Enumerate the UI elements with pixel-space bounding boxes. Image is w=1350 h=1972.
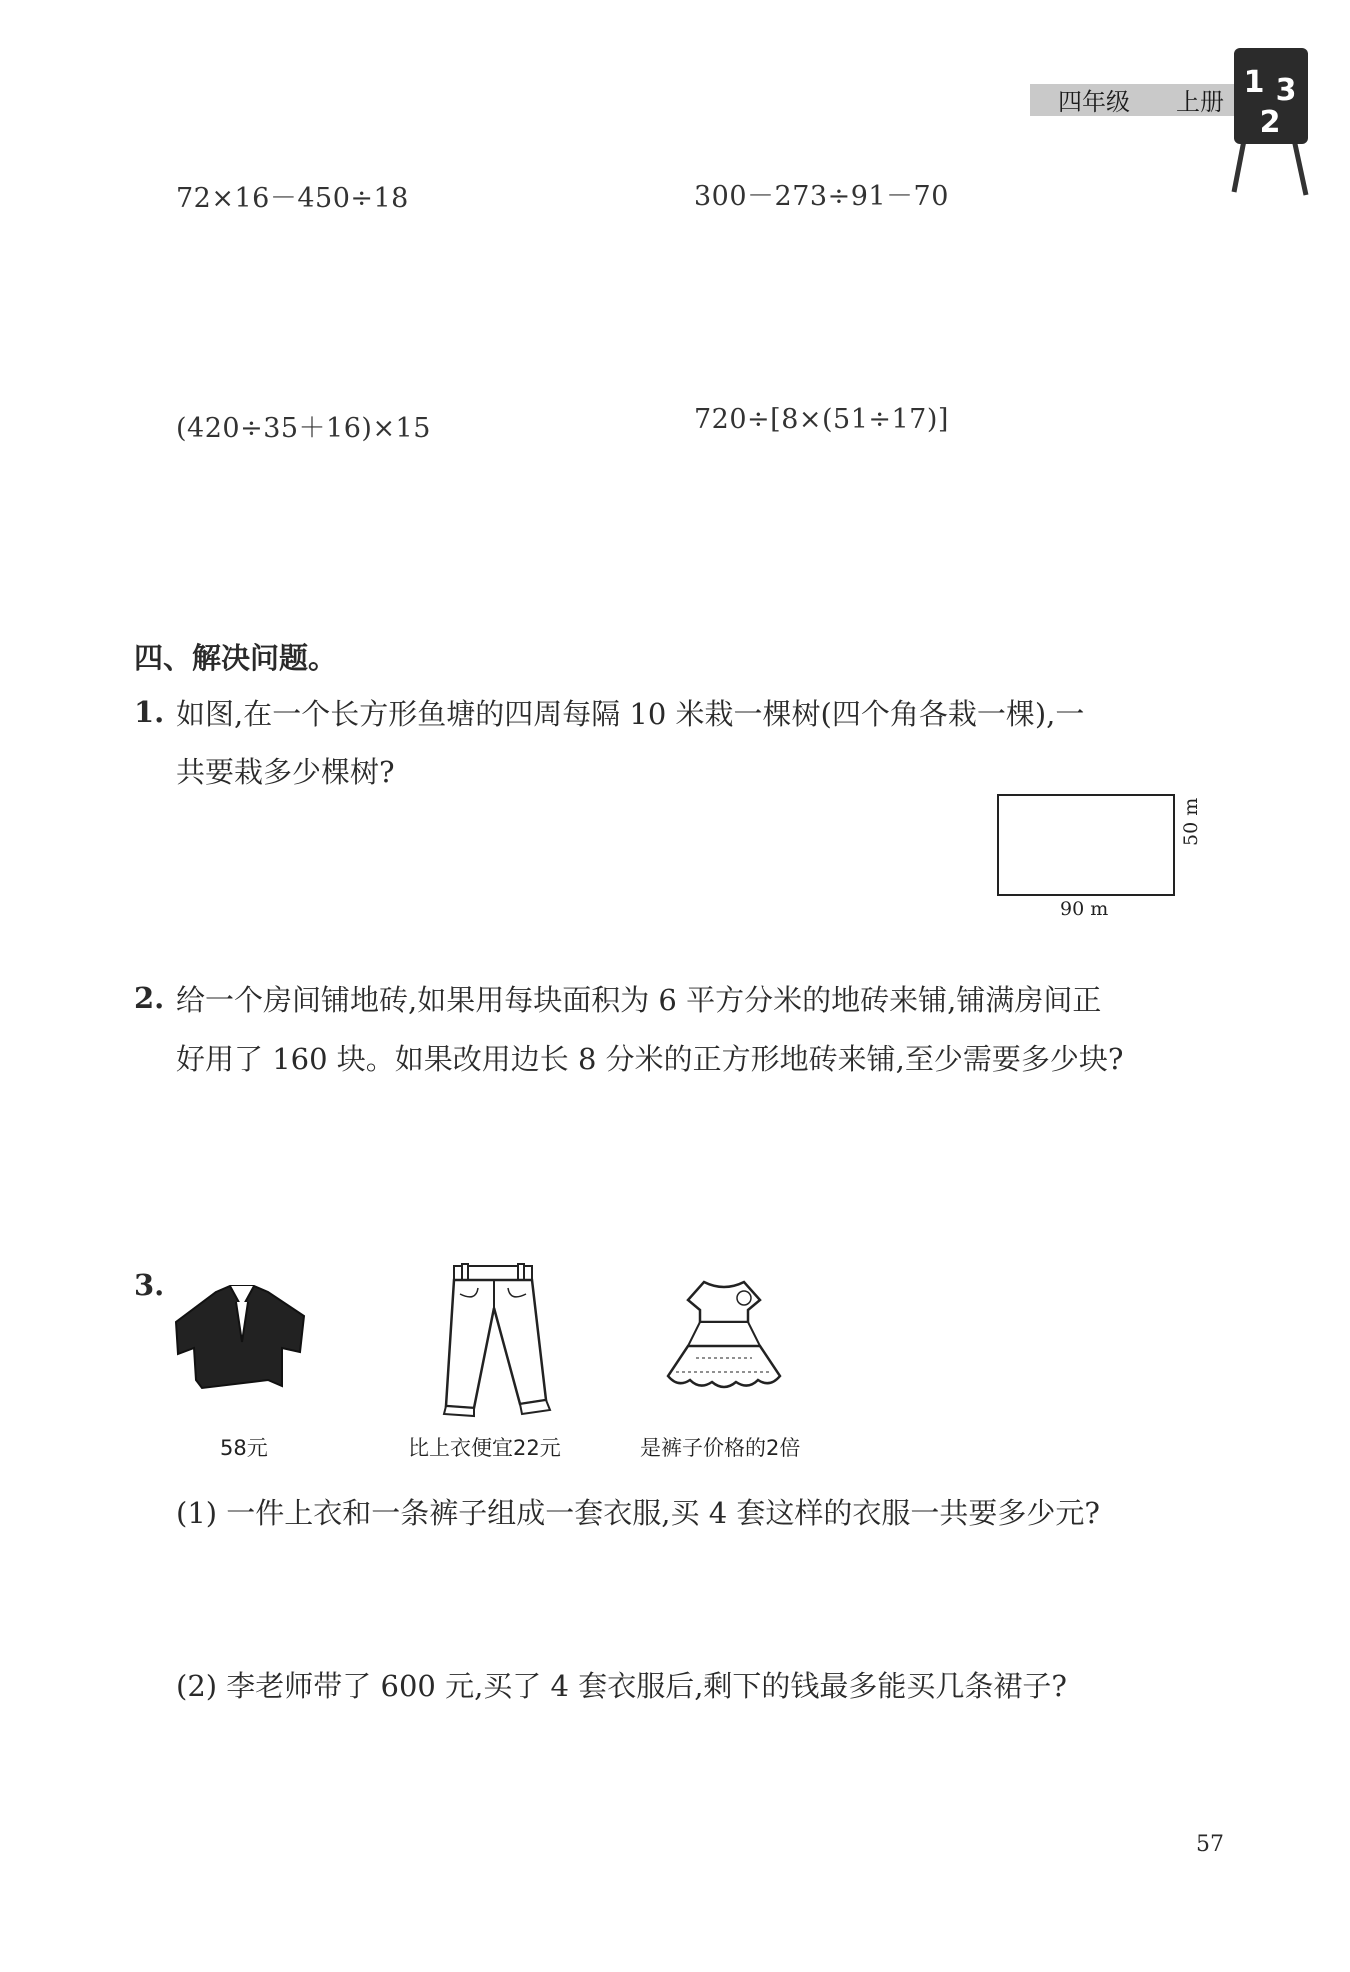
badge-digit-2: 2 [1259,105,1281,140]
question-3-sub-1: (1) 一件上衣和一条裤子组成一套衣服,买 4 套这样的衣服一共要多少元? [176,1496,1100,1530]
term-label: 上册 [1176,88,1224,116]
pond-height-label: 50 m [1180,797,1202,846]
badge-digit-3: 3 [1275,73,1297,108]
pond-rectangle [997,794,1175,896]
question-1-line-1: 如图,在一个长方形鱼塘的四周每隔 10 米栽一棵树(四个角各栽一棵),一 [176,697,1085,731]
pants-icon [428,1260,558,1420]
question-2-line-2: 好用了 160 块。如果改用边长 8 分米的正方形地砖来铺,至少需要多少块? [176,1042,1124,1076]
shirt-icon [172,1282,312,1394]
expression-2: 300－273÷91－70 [694,181,949,212]
expression-1: 72×16－450÷18 [176,183,409,214]
section-title: 四、解决问题。 [134,641,338,675]
expression-4: 720÷[8×(51÷17)] [694,404,949,435]
question-1-number: 1. [134,695,165,729]
dress-icon [656,1276,792,1396]
badge-digit-1: 1 [1243,65,1265,100]
pants-price-label: 比上衣便宜22元 [408,1436,561,1460]
page-number: 57 [1196,1832,1224,1857]
blackboard-icon [1226,40,1316,200]
grade-label: 四年级 [1058,88,1130,116]
question-3-sub-2: (2) 李老师带了 600 元,买了 4 套衣服后,剩下的钱最多能买几条裙子? [176,1669,1067,1703]
question-1-line-2: 共要栽多少棵树? [176,755,395,789]
shirt-price-label: 58元 [220,1436,268,1460]
pond-width-label: 90 m [1060,898,1109,920]
question-2-line-1: 给一个房间铺地砖,如果用每块面积为 6 平方分米的地砖来铺,铺满房间正 [176,983,1102,1017]
dress-price-label: 是裤子价格的2倍 [640,1436,801,1460]
question-2-number: 2. [134,981,165,1015]
question-3-number: 3. [134,1268,165,1302]
expression-3: (420÷35＋16)×15 [176,413,431,444]
